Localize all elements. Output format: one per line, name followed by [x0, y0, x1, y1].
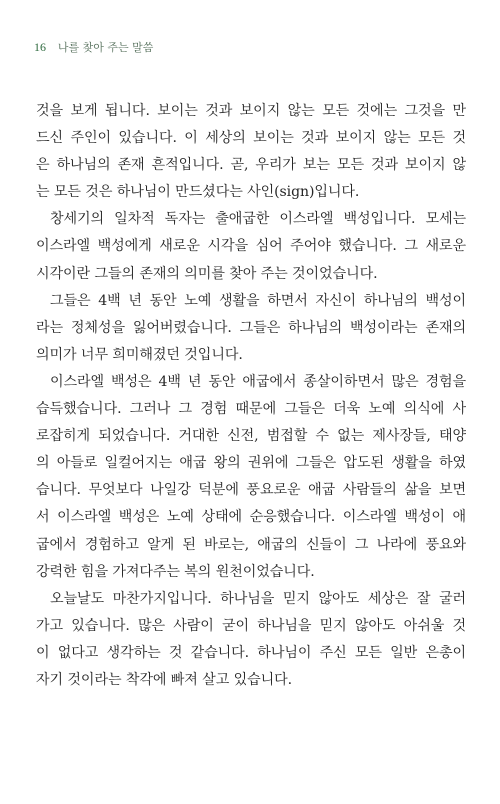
text-line: 창세기의 일차적 독자는 출애굽한 이스라엘 백성입니다. 모세는 — [50, 211, 466, 228]
text-line: 이 없다고 생각하는 것 같습니다. 하나님이 주신 모든 일반 은총이 — [36, 644, 466, 661]
text-line: 의미가 너무 희미해졌던 것입니다. — [36, 346, 243, 363]
text-line: 시각이란 그들의 존재의 의미를 찾아 주는 것이었습니다. — [36, 265, 378, 282]
text-line: 이스라엘 백성은 4백 년 동안 애굽에서 종살이하면서 많은 경험을 — [50, 373, 466, 390]
text-line: 가고 있습니다. 많은 사람이 굳이 하나님을 믿지 않아도 아쉬울 것 — [36, 617, 466, 634]
text-line: 드신 주인이 있습니다. 이 세상의 보이는 것과 보이지 않는 모든 것 — [36, 130, 466, 147]
text-line: 은 하나님의 존재 흔적입니다. 곧, 우리가 보는 모든 것과 보이지 않 — [36, 157, 466, 174]
text-line: 로잡히게 되었습니다. 거대한 신전, 범접할 수 없는 제사장들, 태양 — [36, 428, 466, 445]
running-title: 나를 찾아 주는 말씀 — [57, 41, 154, 54]
text-line: 그들은 4백 년 동안 노예 생활을 하면서 자신이 하나님의 백성이 — [50, 292, 466, 309]
text-line: 이스라엘 백성에게 새로운 시각을 심어 주어야 했습니다. 그 새로운 — [36, 238, 466, 255]
text-line: 는 모든 것은 하나님이 만드셨다는 사인(sign)입니다. — [36, 184, 360, 201]
text-line: 습니다. 무엇보다 나일강 덕분에 풍요로운 애굽 사람들의 삶을 보면 — [36, 482, 466, 499]
text-line: 굽에서 경험하고 알게 된 바로는, 애굽의 신들이 그 나라에 풍요와 — [36, 536, 466, 553]
running-header — [34, 40, 153, 55]
body-text — [36, 98, 466, 694]
text-line: 자기 것이라는 착각에 빠져 살고 있습니다. — [36, 671, 293, 688]
text-line: 것을 보게 됩니다. 보이는 것과 보이지 않는 모든 것에는 그것을 만 — [36, 103, 466, 119]
text-line: 라는 정체성을 잃어버렸습니다. 그들은 하나님의 백성이라는 존재의 — [36, 319, 466, 336]
text-line: 서 이스라엘 백성은 노예 상태에 순응했습니다. 이스라엘 백성이 애 — [36, 509, 466, 526]
text-line: 의 아들로 일컬어지는 애굽 왕의 권위에 그들은 압도된 생활을 하였 — [36, 455, 466, 472]
page-number: 16 — [34, 40, 46, 54]
text-line: 습득했습니다. 그러나 그 경험 때문에 그들은 더욱 노예 의식에 사 — [36, 401, 466, 418]
text-line: 강력한 힘을 가져다주는 복의 원천이었습니다. — [36, 563, 315, 580]
text-line: 오늘날도 마찬가지입니다. 하나님을 믿지 않아도 세상은 잘 굴러 — [50, 590, 466, 607]
